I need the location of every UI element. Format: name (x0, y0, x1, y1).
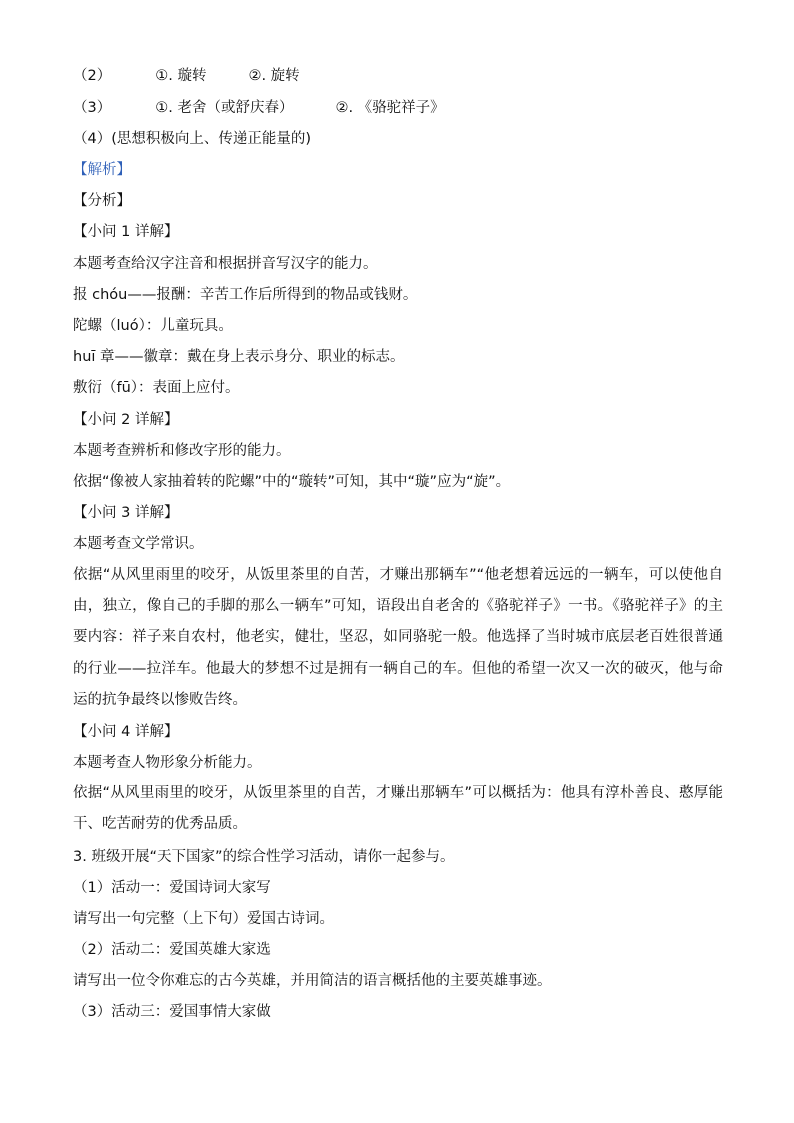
answer-q3-part2: ②. 《骆驼祥子》 (335, 100, 445, 116)
answer-q2 (73, 66, 300, 86)
answer-q4: （4）(思想积极向上、传递正能量的) (73, 131, 312, 147)
subquestion-2-line: 本题考查辨析和修改字形的能力。 (73, 443, 291, 459)
answer-q2-part1: ①. 璇转 (155, 68, 207, 84)
question-3-title: 3. 班级开展“天下国家”的综合性学习活动，请你一起参与。 (73, 849, 455, 865)
fenxi-heading: 【分析】 (73, 193, 131, 209)
subquestion-1-line: 报 chóu——报酬：辛苦工作后所得到的物品或钱财。 (73, 287, 418, 303)
subquestion-4-paragraph: 依据“从风里雨里的咬牙，从饭里茶里的自苦，才赚出那辆车”可以概括为：他具有淳朴善良、憨厚能干、吃苦耐劳的优秀品质。 (73, 785, 723, 833)
subquestion-1-line: 本题考查给汉字注音和根据拼音写汉字的能力。 (73, 256, 378, 272)
answer-q3-number: （3） (73, 100, 112, 116)
activity-1-title: （1）活动一：爱国诗词大家写 (73, 880, 271, 896)
subquestion-1-heading: 【小问 1 详解】 (73, 224, 179, 240)
subquestion-3-heading: 【小问 3 详解】 (73, 505, 179, 521)
activity-1-requirement: 请写出一句完整（上下句）爱国古诗词。 (73, 911, 334, 927)
subquestion-2-line: 依据“像被人家抽着转的陀螺”中的“璇转”可知，其中“璇”应为“旋”。 (73, 474, 511, 490)
subquestion-3-line: 本题考查文学常识。 (73, 536, 204, 552)
answer-q2-number: （2） (73, 68, 112, 84)
activity-2-requirement: 请写出一位令你难忘的古今英雄，并用简洁的语言概括他的主要英雄事迹。 (73, 973, 552, 989)
activity-3-title: （3）活动三：爱国事情大家做 (73, 1004, 271, 1020)
subquestion-1-line: 敷衍（fū）：表面上应付。 (73, 380, 240, 396)
answer-q3-part1: ①. 老舍（或舒庆春） (155, 100, 294, 116)
answer-q3 (73, 98, 445, 118)
subquestion-1-line: huī 章——徽章：戴在身上表示身分、职业的标志。 (73, 349, 405, 365)
jiexi-heading: 【解析】 (73, 162, 131, 178)
subquestion-4-heading: 【小问 4 详解】 (73, 724, 179, 740)
subquestion-4-line: 本题考查人物形象分析能力。 (73, 755, 262, 771)
subquestion-1-line: 陀螺（luó）：儿童玩具。 (73, 318, 233, 334)
answer-q2-part2: ②. 旋转 (248, 68, 300, 84)
activity-2-title: （2）活动二：爱国英雄大家选 (73, 942, 271, 958)
subquestion-2-heading: 【小问 2 详解】 (73, 412, 179, 428)
subquestion-3-paragraph: 依据“从风里雨里的咬牙，从饭里茶里的自苦，才赚出那辆车”“他老想着远远的一辆车，可以使他自由，独立，像自己的手脚的那么一辆车”可知，语段出自老舍的《骆驼祥子》一书。《骆驼祥子》的主要内容：祥子来自农村，他老实，健壮，坚忍，如同骆驼一般。他选择了当时城市底层老百姓很普通的行业——拉洋车。他最大的梦想不过是拥有一辆自己的车。但他的希望一次又一次的破灭，他与命运的抗争最终以惨败告终。 (73, 567, 723, 708)
